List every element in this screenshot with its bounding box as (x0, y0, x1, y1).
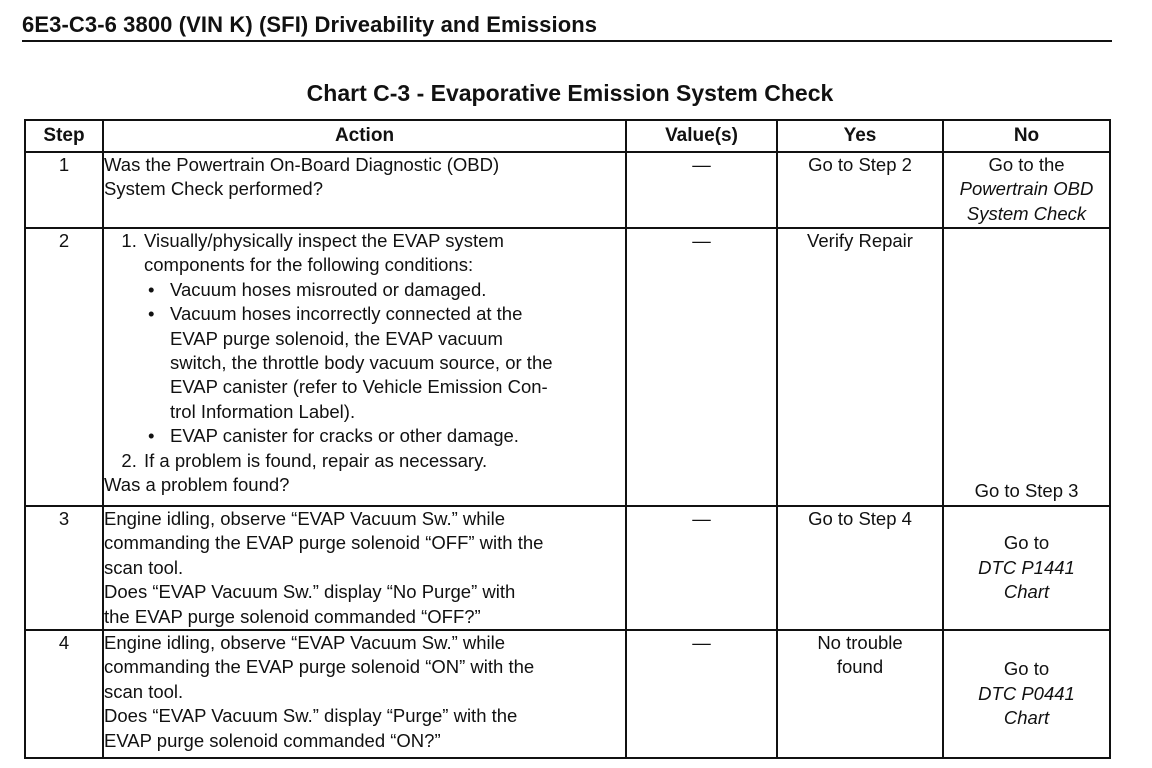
yes-text: No trouble (817, 632, 903, 654)
condition-text: EVAP purge solenoid, the EVAP vacuum (170, 327, 503, 349)
action-text: System Check performed? (104, 178, 324, 200)
action-cell (103, 630, 626, 758)
column-header-values: Value(s) (626, 120, 777, 152)
column-header-action: Action (103, 120, 626, 152)
action-text: components for the following conditions: (144, 254, 474, 276)
table-header-row (25, 120, 1110, 152)
no-cell (943, 152, 1110, 228)
action-text: Does “EVAP Vacuum Sw.” display “Purge” with the (104, 705, 518, 727)
column-header-no: No (943, 120, 1110, 152)
action-text: Engine idling, observe “EVAP Vacuum Sw.” while (104, 508, 506, 529)
yes-cell: Verify Repair (777, 228, 943, 506)
no-text: System Check (966, 202, 1087, 224)
yes-text: found (836, 656, 884, 678)
condition-item (168, 424, 625, 448)
condition-text: trol Information Label). (170, 400, 356, 422)
condition-text: • Vacuum hoses incorrectly connected at the (170, 303, 523, 325)
action-text: 2. If a problem is found, repair as necessary. (144, 449, 488, 471)
yes-cell (777, 630, 943, 758)
no-text: Go to Step 3 (974, 479, 1079, 501)
condition-list (144, 278, 625, 449)
action-text: 1. Visually/physically inspect the EVAP system (144, 230, 504, 251)
condition-item (168, 278, 625, 302)
action-list-item (142, 229, 625, 449)
condition-text: • EVAP canister for cracks or other damage. (170, 425, 519, 447)
action-text: Engine idling, observe “EVAP Vacuum Sw.” while (104, 632, 506, 654)
value-cell: — (626, 506, 777, 630)
action-question: Was a problem found? (104, 474, 290, 496)
no-text: DTC P1441 (978, 556, 1075, 578)
action-list-item (142, 449, 625, 473)
header-rule (22, 40, 1112, 42)
no-cell (943, 506, 1110, 630)
action-text: scan tool. (104, 680, 184, 702)
table-row (25, 152, 1110, 228)
no-text: Go to (1003, 532, 1050, 554)
no-text: Go to (1003, 658, 1050, 680)
action-list (104, 229, 625, 473)
action-text: Does “EVAP Vacuum Sw.” display “No Purge” with (104, 581, 516, 603)
condition-text: EVAP canister (refer to Vehicle Emission Con- (170, 376, 548, 398)
page-header: 6E3-C3-6 3800 (VIN K) (SFI) Driveability and Emissions (22, 12, 598, 37)
chart-title: Chart C-3 - Evaporative Emission System Check (306, 80, 834, 106)
yes-cell: Go to Step 4 (777, 506, 943, 630)
condition-text: switch, the throttle body vacuum source, or the (170, 352, 553, 374)
step-number: 2 (25, 228, 103, 506)
action-text: commanding the EVAP purge solenoid “ON” with the (104, 656, 535, 678)
column-header-yes: Yes (777, 120, 943, 152)
yes-cell: Go to Step 2 (777, 152, 943, 228)
diagnostic-table (24, 119, 1111, 759)
no-cell (943, 630, 1110, 758)
action-text: the EVAP purge solenoid commanded “OFF?” (104, 605, 481, 627)
step-number: 4 (25, 630, 103, 758)
value-cell: — (626, 152, 777, 228)
action-text: Was the Powertrain On-Board Diagnostic (OBD) (104, 154, 500, 175)
column-header-step: Step (25, 120, 103, 152)
no-text: Chart (1003, 581, 1050, 603)
step-number: 1 (25, 152, 103, 228)
table-row (25, 506, 1110, 630)
no-text: Chart (1003, 707, 1050, 729)
no-text: DTC P0441 (978, 682, 1075, 704)
value-cell: — (626, 630, 777, 758)
action-cell (103, 228, 626, 506)
action-text: scan tool. (104, 556, 184, 578)
no-text: Go to the (988, 154, 1065, 175)
condition-text: • Vacuum hoses misrouted or damaged. (170, 278, 487, 300)
action-cell (103, 152, 626, 228)
table-row (25, 228, 1110, 506)
value-cell: — (626, 228, 777, 506)
action-text: commanding the EVAP purge solenoid “OFF” with the (104, 532, 544, 554)
condition-item (168, 302, 625, 424)
no-cell (943, 228, 1110, 506)
table-row (25, 630, 1110, 758)
no-text: Powertrain OBD (959, 178, 1094, 200)
step-number: 3 (25, 506, 103, 630)
action-cell (103, 506, 626, 630)
action-text: EVAP purge solenoid commanded “ON?” (104, 729, 441, 751)
